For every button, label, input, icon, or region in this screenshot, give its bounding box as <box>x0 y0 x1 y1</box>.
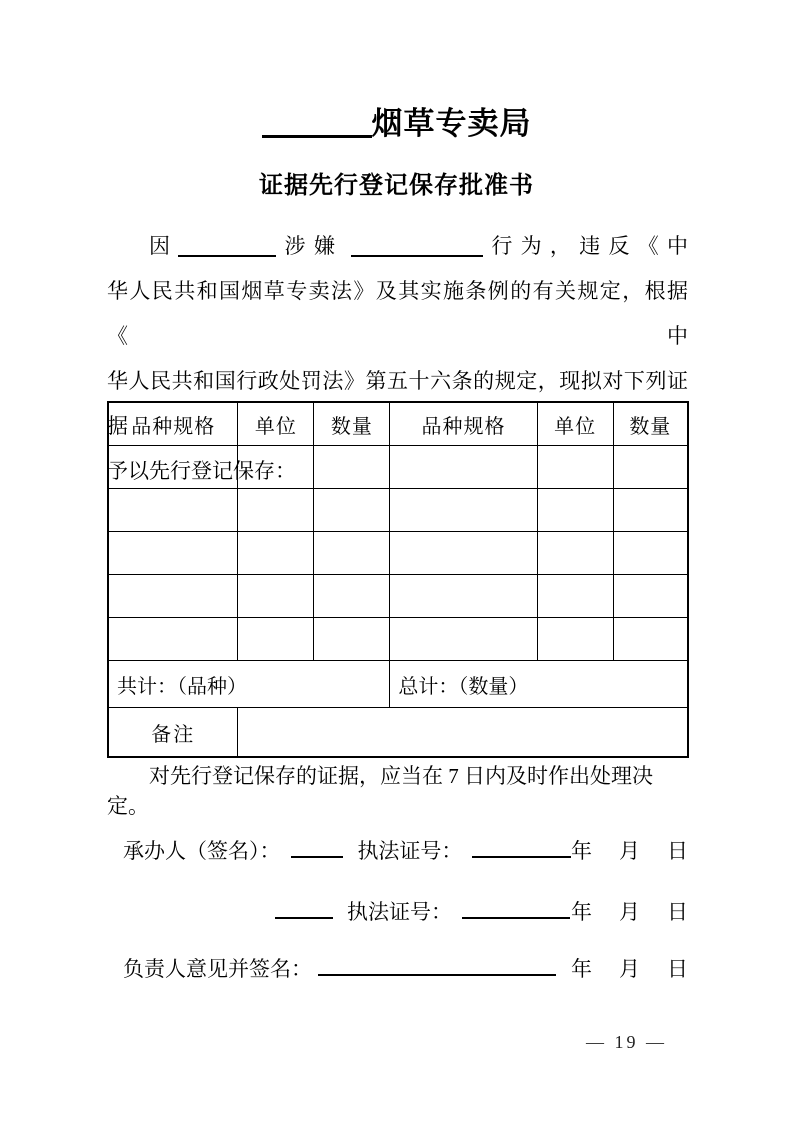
suspected-act-blank <box>351 234 483 257</box>
approver-label: 负责人意见并签名： <box>123 957 312 981</box>
date-day-label: 日 <box>667 839 688 863</box>
evidence-table-summary <box>108 661 688 758</box>
table-empty-cell <box>390 575 537 618</box>
paragraph-line-2: 华人民共和国烟草专卖法》及其实施条例的有关规定，根据《中 <box>107 279 688 348</box>
org-name-blank <box>262 104 372 138</box>
table-empty-cell <box>314 489 390 532</box>
paragraph-text: 行为，违反《中 <box>483 234 689 258</box>
table-empty-cell <box>537 575 613 618</box>
remark-label-cell: 备注 <box>108 708 238 758</box>
date-group <box>571 953 688 983</box>
table-empty-cell <box>314 575 390 618</box>
signature-line-approver <box>123 953 688 983</box>
paragraph-line-3: 华人民共和国行政处罚法》第五十六条的规定，现拟对下列证据 <box>107 369 688 438</box>
table-row <box>108 532 688 575</box>
totals-row <box>108 661 688 708</box>
date-group <box>571 835 688 865</box>
table-row <box>108 489 688 532</box>
handler-signature-blank-2 <box>275 896 333 919</box>
column-header-unit-2: 单位 <box>537 402 613 446</box>
table-empty-cell <box>390 489 537 532</box>
table-row <box>108 575 688 618</box>
license-number-blank <box>472 835 571 858</box>
table-empty-cell <box>238 575 314 618</box>
page-number: — 19 — <box>586 1032 667 1052</box>
date-year-label: 年 <box>571 839 592 863</box>
table-empty-cell <box>613 446 688 489</box>
column-header-spec-2: 品种规格 <box>390 402 537 446</box>
table-empty-cell <box>613 618 688 661</box>
table-empty-cell <box>238 618 314 661</box>
org-name-suffix: 烟草专卖局 <box>371 106 532 141</box>
table-empty-cell <box>537 618 613 661</box>
date-group <box>571 896 688 926</box>
table-empty-cell <box>314 618 390 661</box>
handling-deadline-note: 对先行登记保存的证据，应当在 7 日内及时作出处理决定。 <box>107 764 653 818</box>
table-empty-cell <box>108 446 238 489</box>
remark-row <box>108 708 688 758</box>
date-year-label: 年 <box>571 957 592 981</box>
column-header-unit-1: 单位 <box>238 402 314 446</box>
document-title: 证据先行登记保存批准书 <box>259 172 534 199</box>
org-title-line <box>0 98 793 143</box>
table-empty-cell <box>238 532 314 575</box>
table-empty-cell <box>390 618 537 661</box>
paragraph-line-4: 予以先行登记保存： <box>107 459 296 483</box>
paragraph-text: 涉嫌 <box>276 234 344 258</box>
total-species-cell: 共计：（品种） <box>108 661 390 708</box>
approver-signature-blank <box>318 953 556 976</box>
table-empty-cell <box>314 446 390 489</box>
evidence-table-rows <box>108 446 688 661</box>
paragraph-text: 因 <box>149 234 179 258</box>
date-day-label: 日 <box>667 900 688 924</box>
total-quantity-cell: 总计：（数量） <box>390 661 688 708</box>
table-empty-cell <box>613 489 688 532</box>
signature-line-handler-2 <box>123 896 688 926</box>
table-empty-cell <box>537 532 613 575</box>
table-empty-cell <box>108 489 238 532</box>
column-header-spec-1: 品种规格 <box>108 402 238 446</box>
date-month-label: 月 <box>619 957 640 981</box>
table-empty-cell <box>108 575 238 618</box>
table-row <box>108 446 688 489</box>
table-empty-cell <box>537 446 613 489</box>
date-year-label: 年 <box>571 900 592 924</box>
table-empty-cell <box>238 446 314 489</box>
table-empty-cell <box>537 489 613 532</box>
handler-signature-blank <box>291 835 344 858</box>
remark-value-cell <box>238 708 688 758</box>
signature-line-handler <box>123 835 688 865</box>
table-empty-cell <box>108 618 238 661</box>
column-header-qty-2: 数量 <box>613 402 688 446</box>
license-number-label-2: 执法证号： <box>347 900 452 924</box>
handler-label: 承办人（签名）： <box>123 839 281 863</box>
party-name-blank <box>178 234 276 257</box>
paragraph-line-1 <box>107 224 688 269</box>
column-header-qty-1: 数量 <box>314 402 390 446</box>
date-month-label: 月 <box>619 900 640 924</box>
table-empty-cell <box>613 575 688 618</box>
license-number-label: 执法证号： <box>357 839 463 863</box>
table-empty-cell <box>613 532 688 575</box>
license-number-blank-2 <box>462 896 570 919</box>
date-month-label: 月 <box>619 839 640 863</box>
evidence-table <box>107 401 689 758</box>
table-empty-cell <box>390 446 537 489</box>
table-empty-cell <box>238 489 314 532</box>
table-header-row <box>108 402 688 446</box>
table-empty-cell <box>108 532 238 575</box>
table-empty-cell <box>390 532 537 575</box>
date-day-label: 日 <box>667 957 688 981</box>
table-empty-cell <box>314 532 390 575</box>
table-row <box>108 618 688 661</box>
